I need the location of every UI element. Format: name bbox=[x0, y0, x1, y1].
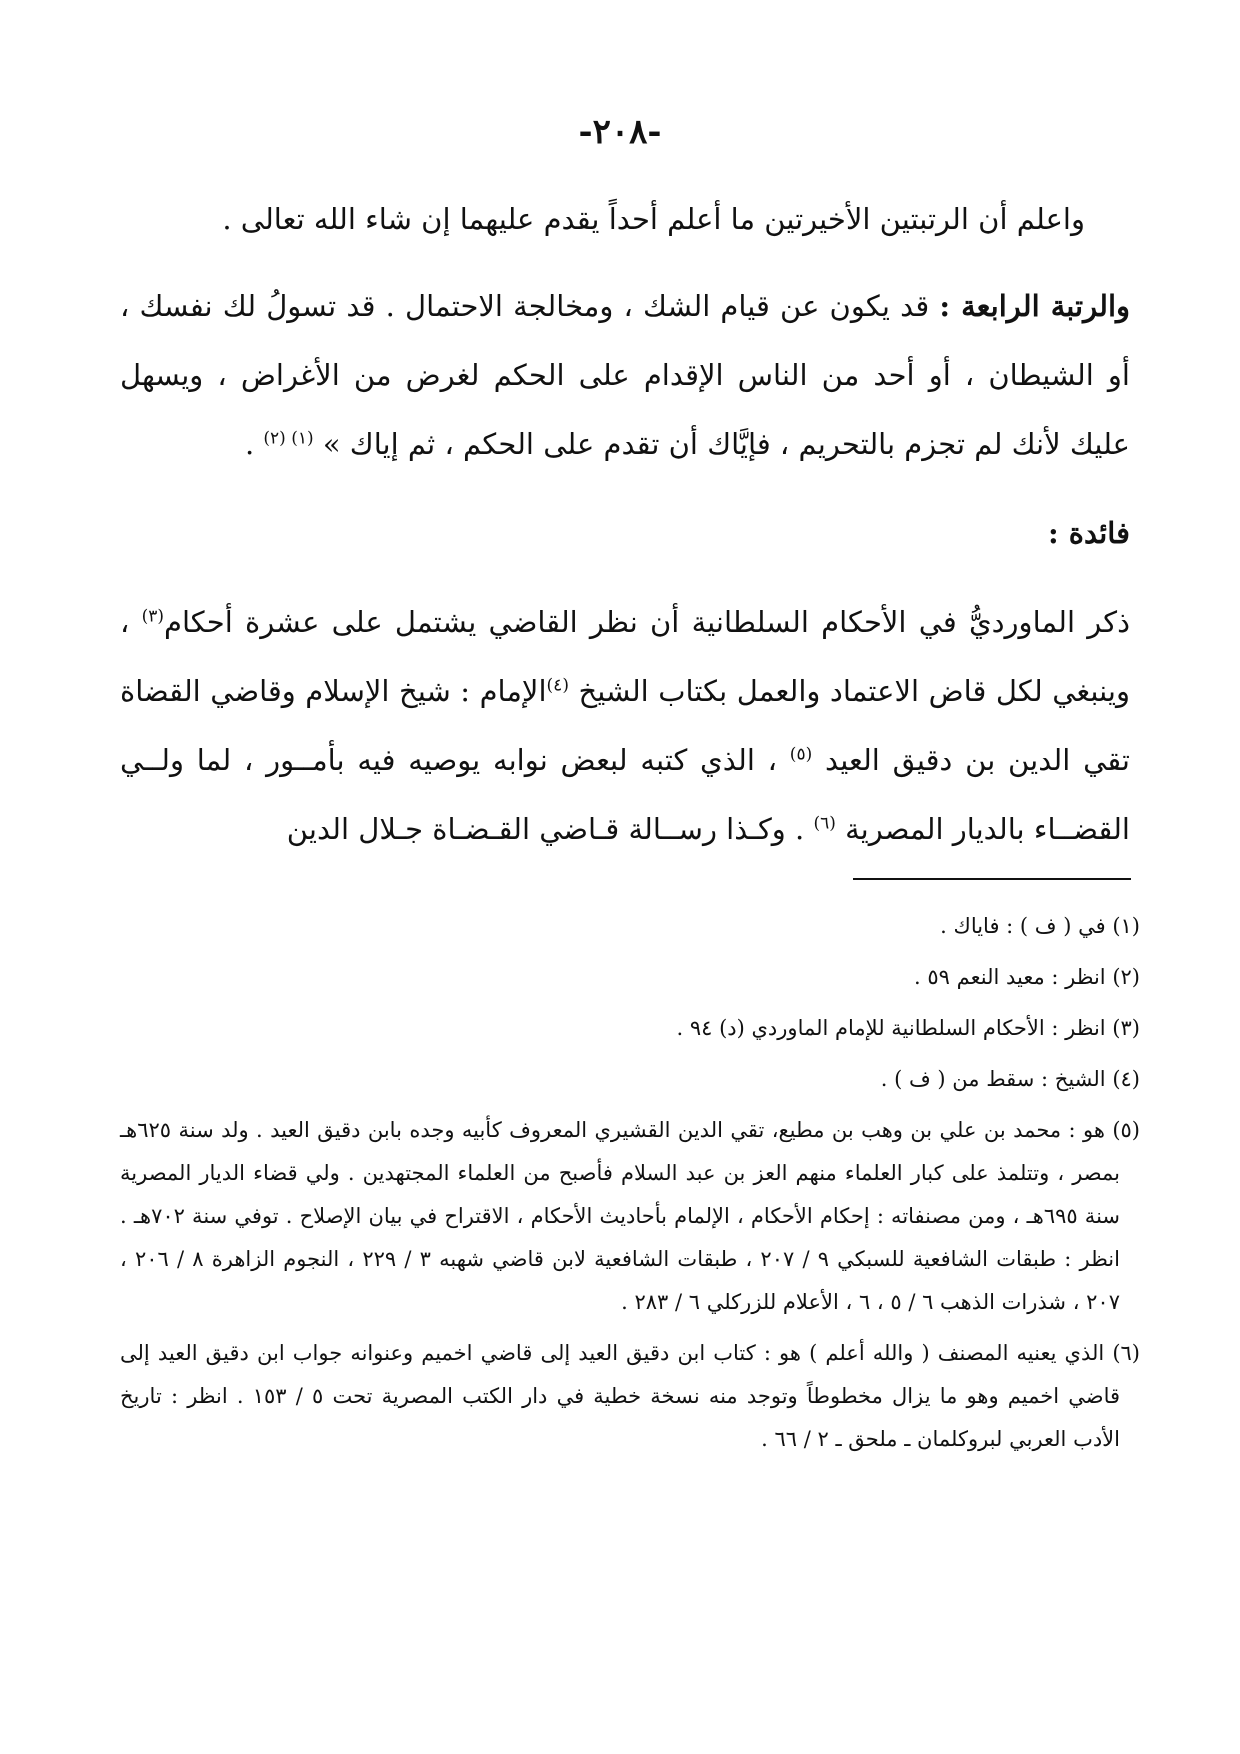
footnote-ref-4: (٤) bbox=[546, 675, 569, 696]
footnote-ref-5: (٥) bbox=[789, 744, 813, 765]
footnotes bbox=[120, 905, 1140, 1469]
fourth-rank-end: . bbox=[244, 427, 264, 461]
benefit-text-c: الإمام : شيخ الإسلام وقاضي القضاة تقي الدين بن دقيق العيد bbox=[120, 674, 1131, 777]
fourth-rank-text: قد يكون عن قيام الشك ، ومخالجة الاحتمال . قد تسولُ لك نفسك ، أو الشيطان ، أو أحد من الناس الإقدام على الحكم لغرض من الأغراض ، ويسهل عليك لأنك لم تجزم بالتحريم ، فإيَّاك أن تقدم على الحكم ، ثم إياك » bbox=[120, 289, 1130, 461]
main-text bbox=[120, 185, 1130, 864]
benefit-text-e: . وكـذا رســالة قـاضي القـضـاة جـلال الدين bbox=[286, 812, 814, 846]
footnote-5: (٥) هو : محمد بن علي بن وهب بن مطيع، تقي الدين القشيري المعروف كأبيه وجده بابن دقيق العيد . ولد سنة ٦٢٥هـ بمصر ، وتتلمذ على كبار العلماء منهم العز بن عبد السلام فأصبح من العلماء المجتهدين . ولي قضاء الديار المصرية سنة ٦٩٥هـ ، ومن مصنفاته : إحكام الأحكام ، الإلمام بأحاديث الأحكام ، الاقتراح في بيان الإصلاح . توفي سنة ٧٠٢هـ . انظر : طبقات الشافعية للسبكي ٩ / ٢٠٧ ، طبقات الشافعية لابن قاضي شهبه ٣ / ٢٢٩ ، النجوم الزاهرة ٨ / ٢٠٦ ، ٢٠٧ ، شذرات الذهب ٦ / ٥ ، ٦ ، الأعلام للزركلي ٦ / ٢٨٣ . bbox=[120, 1118, 1140, 1314]
page-number: -٢٠٨- bbox=[578, 112, 662, 152]
fourth-rank-label: والرتبة الرابعة : bbox=[939, 289, 1131, 323]
footnote-ref-6: (٦) bbox=[813, 813, 836, 834]
footnote-ref-1-2: (١) (٢) bbox=[263, 428, 314, 449]
paragraph-fourth-rank bbox=[120, 272, 1130, 479]
footnote-3: (٣) انظر : الأحكام السلطانية للإمام الماوردي (د) ٩٤ . bbox=[676, 1016, 1140, 1040]
footnote-1: (١) في ( ف ) : فاياك . bbox=[940, 914, 1140, 938]
footnote-ref-3: (٣) bbox=[141, 606, 164, 627]
section-heading: فائدة : bbox=[1048, 516, 1130, 550]
footnote-6: (٦) الذي يعنيه المصنف ( والله أعلم ) هو : كتاب ابن دقيق العيد إلى قاضي اخميم وعنوانه جواب ابن دقيق العيد إلى قاضي اخميم وهو ما يزال مخطوطاً وتوجد منه نسخة خطية في دار الكتب المصرية تحت ٥ / ١٥٣ . انظر : تاريخ الأدب العربي لبروكلمان ـ ملحق ـ ٢ / ٦٦ . bbox=[120, 1341, 1140, 1451]
footnote-divider bbox=[853, 878, 1131, 880]
paragraph-benefit bbox=[120, 588, 1130, 864]
benefit-text-d: ، الذي كتبه لبعض نوابه يوصيه فيه بأمــور ، لما ولــي القضــاء بالديار المصرية bbox=[120, 743, 1130, 846]
benefit-text-a: ذكر الماورديُّ في الأحكام السلطانية أن نظر القاضي يشتمل على عشرة أحكام bbox=[164, 605, 1130, 639]
benefit-text-b: ، وينبغي لكل قاض الاعتماد والعمل بكتاب الشيخ bbox=[120, 605, 1130, 708]
footnote-2: (٢) انظر : معيد النعم ٥٩ . bbox=[914, 965, 1140, 989]
footnote-4: (٤) الشيخ : سقط من ( ف ) . bbox=[880, 1067, 1140, 1091]
paragraph-intro: واعلم أن الرتبتين الأخيرتين ما أعلم أحداً يقدم عليهما إن شاء الله تعالى . bbox=[222, 202, 1085, 236]
